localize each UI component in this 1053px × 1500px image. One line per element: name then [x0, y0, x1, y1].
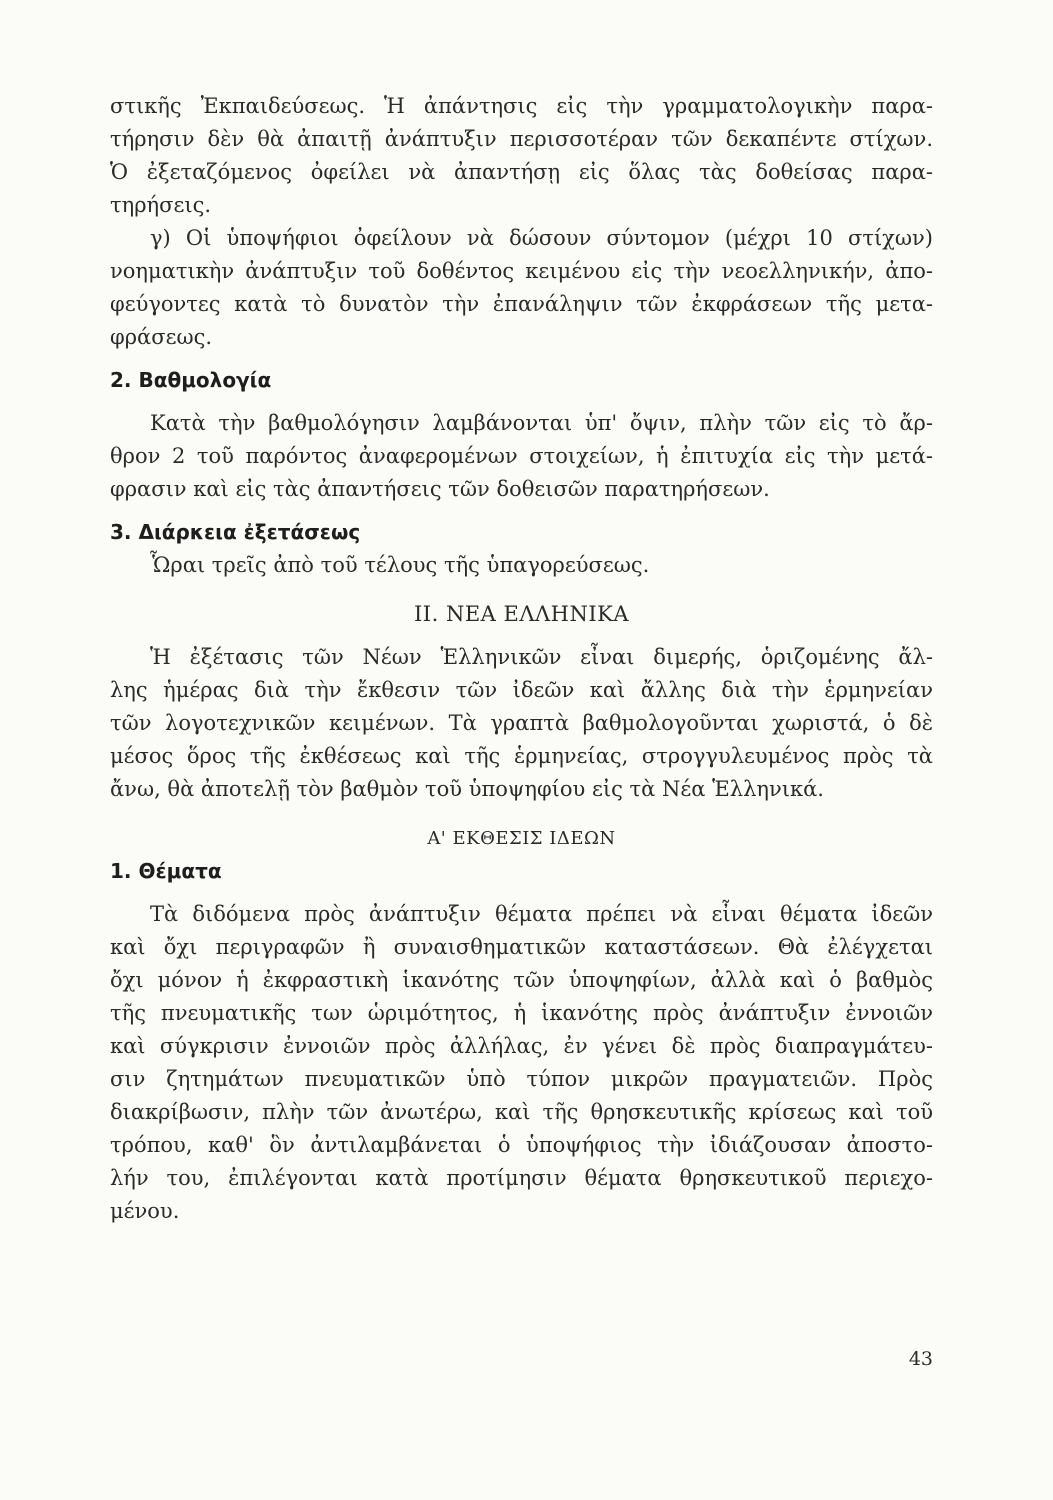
text-line: ἄνω, θὰ ἀποτελῇ τὸν βαθμὸν τοῦ ὑποψηφίου εἰς τὰ Νέα Ἑλληνικά. [110, 777, 824, 801]
text-line: Ὁ ἐξεταζόμενος ὀφείλει νὰ ἀπαντήσῃ εἰς ὅλας τὰς δοθείσας παρα- [110, 160, 933, 184]
paragraph-summary-instructions [110, 222, 933, 354]
text-line: μέσος ὅρος τῆς ἐκθέσεως καὶ τῆς ἑρμηνείας, στρογγυλευμένος πρὸς τὰ [110, 744, 933, 768]
paragraph-topics [110, 898, 933, 1228]
text-line: Κατὰ τὴν βαθμολόγησιν λαμβάνονται ὑπ' ὄψιν, πλὴν τῶν εἰς τὸ ἄρ- [150, 411, 933, 435]
text-line: τήρησιν δὲν θὰ ἀπαιτῇ ἀνάπτυξιν περισσοτέραν τῶν δεκαπέντε στίχων. [110, 127, 933, 151]
subsection-title: Α' ΕΚΘΕΣΙΣ ΙΔΕΩΝ [427, 828, 616, 849]
page-body [110, 90, 933, 1228]
heading-grading: 2. Βαθμολογία [110, 368, 272, 392]
text-line: τῆς πνευματικῆς των ὡριμότητος, ἡ ἱκανότης πρὸς ἀνάπτυξιν ἐννοιῶν [110, 1001, 933, 1025]
text-line: νοηματικὴν ἀνάπτυξιν τοῦ δοθέντος κειμένου εἰς τὴν νεοελληνικήν, ἀπο- [110, 259, 933, 283]
text-line: στικῆς Ἐκπαιδεύσεως. Ἡ ἀπάντησις εἰς τὴν γραμματολογικὴν παρα- [110, 94, 933, 118]
text-line: Τὰ διδόμενα πρὸς ἀνάπτυξιν θέματα πρέπει νὰ εἶναι θέματα ἰδεῶν [150, 902, 933, 926]
paragraph-exam-duration: Ὧραι τρεῖς ἀπὸ τοῦ τέλους τῆς ὑπαγορεύσεως. [150, 553, 650, 577]
text-line: γ) Οἱ ὑποψήφιοι ὀφείλουν νὰ δώσουν σύντομον (μέχρι 10 στίχων) [150, 226, 933, 250]
text-line: τρόπου, καθ' ὃν ἀντιλαμβάνεται ὁ ὑποψήφιος τὴν ἰδιάζουσαν ἀποστο- [110, 1133, 933, 1157]
heading-topics: 1. Θέματα [110, 859, 222, 883]
text-line: φράσεως. [110, 325, 213, 349]
text-line: καὶ σύγκρισιν ἐννοιῶν πρὸς ἀλλήλας, ἐν γένει δὲ πρὸς διαπραγμάτευ- [110, 1034, 933, 1058]
paragraph-literary-remarks [110, 90, 933, 222]
text-line: Ἡ ἐξέτασις τῶν Νέων Ἑλληνικῶν εἶναι διμερής, ὁριζομένης ἄλ- [150, 645, 933, 669]
text-line: τῶν λογοτεχνικῶν κειμένων. Τὰ γραπτὰ βαθμολογοῦνται χωριστά, ὁ δὲ [110, 711, 933, 735]
text-line: τηρήσεις. [110, 193, 212, 217]
text-line: διακρίβωσιν, πλὴν τῶν ἀνωτέρω, καὶ τῆς θρησκευτικῆς κρίσεως καὶ τοῦ [110, 1100, 933, 1124]
text-line: θρον 2 τοῦ παρόντος ἀναφερομένων στοιχείων, ἡ ἐπιτυχία εἰς τὴν μετά- [110, 444, 933, 468]
text-line: φεύγοντες κατὰ τὸ δυνατὸν τὴν ἐπανάληψιν τῶν ἐκφράσεων τῆς μετα- [110, 292, 933, 316]
text-line: σιν ζητημάτων πνευματικῶν ὑπὸ τύπον μικρῶν πραγματειῶν. Πρὸς [110, 1067, 933, 1091]
heading-exam-duration: 3. Διάρκεια ἐξετάσεως [110, 520, 361, 544]
text-line: ὄχι μόνον ἡ ἐκφραστικὴ ἱκανότης τῶν ὑποψηφίων, ἀλλὰ καὶ ὁ βαθμὸς [110, 968, 933, 992]
text-line: καὶ ὄχι περιγραφῶν ἢ συναισθηματικῶν καταστάσεων. Θὰ ἐλέγχεται [110, 935, 933, 959]
text-line: μένου. [110, 1199, 180, 1223]
paragraph-modern-greek-intro [110, 641, 933, 806]
text-line: λήν του, ἐπιλέγονται κατὰ προτίμησιν θέματα θρησκευτικοῦ περιεχο- [110, 1166, 933, 1190]
text-line: λης ἡμέρας διὰ τὴν ἔκθεσιν τῶν ἰδεῶν καὶ ἄλλης διὰ τὴν ἑρμηνείαν [110, 678, 933, 702]
text-line: φρασιν καὶ εἰς τὰς ἀπαντήσεις τῶν δοθεισῶν παρατηρήσεων. [110, 477, 770, 501]
section-title: II. ΝΕΑ ΕΛΛΗΝΙΚΑ [414, 602, 629, 626]
paragraph-grading [110, 407, 933, 506]
page-number: 43 [908, 1348, 933, 1370]
